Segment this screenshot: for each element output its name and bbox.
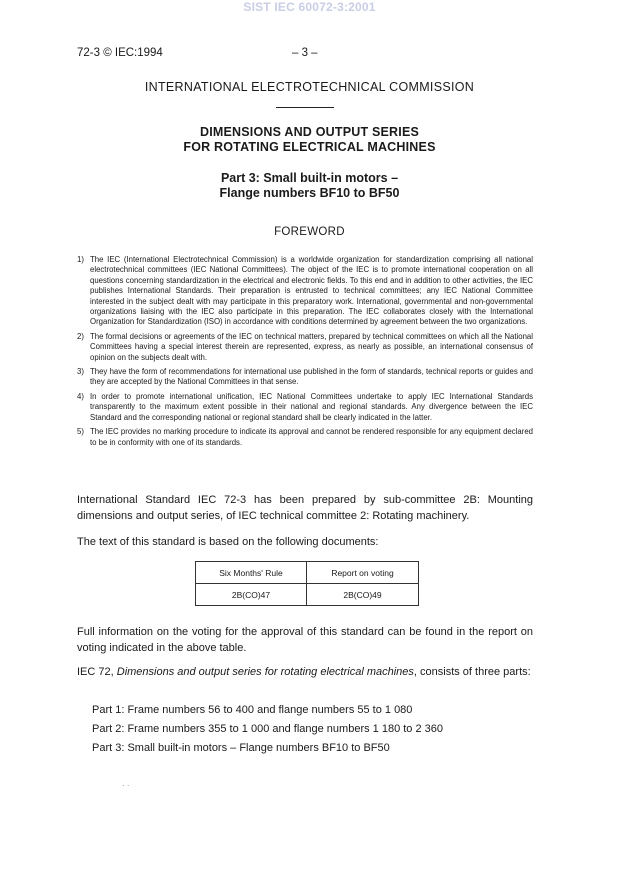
table-cell: 2B(CO)49 <box>307 584 419 606</box>
subtitle-line-2: Flange numbers BF10 to BF50 <box>219 186 400 200</box>
list-item <box>77 427 533 448</box>
series-suffix: , consists of three parts: <box>413 666 531 678</box>
table-cell: 2B(CO)47 <box>196 584 307 606</box>
voting-documents-table <box>195 561 419 606</box>
note-number: 1) <box>77 255 84 264</box>
paragraph-based-on: The text of this standard is based on the following documents: <box>77 536 379 548</box>
note-number: 3) <box>77 367 84 377</box>
document-title <box>0 125 619 155</box>
list-item <box>77 367 533 388</box>
list-item <box>77 392 533 423</box>
scan-speck: · · <box>122 781 130 790</box>
organization-name: INTERNATIONAL ELECTROTECHNICAL COMMISSION <box>144 80 475 94</box>
list-item: Part 2: Frame numbers 355 to 1 000 and flange numbers 1 180 to 2 360 <box>92 723 444 735</box>
table-header-row <box>196 562 419 584</box>
note-text: The IEC provides no marking procedure to indicate its approval and cannot be rendered responsible for any equipment declared to be in conformity with one of its standards. <box>90 427 533 447</box>
page-number: – 3 – <box>292 47 318 59</box>
note-number: 4) <box>77 391 84 401</box>
series-prefix: IEC 72, <box>77 666 117 678</box>
note-number: 2) <box>77 331 84 341</box>
list-item <box>77 255 533 328</box>
section-heading: FOREWORD <box>274 226 345 238</box>
header-reference: 72-3 © IEC:1994 <box>77 47 163 59</box>
table-header-cell: Six Months' Rule <box>196 562 307 584</box>
watermark: SIST IEC 60072-3:2001 <box>243 0 376 14</box>
parts-list <box>92 701 443 758</box>
note-text: In order to promote international unification, IEC National Committees undertake to apply IEC International Standards transparently to the maximum extent possible in their national and regional standards. Any divergence between the IEC Standard and the corresponding national or regional standard shall be clearly indicated in the latter. <box>90 391 533 422</box>
document-subtitle <box>0 171 619 201</box>
list-item: Part 1: Frame numbers 56 to 400 and flange numbers 55 to 1 080 <box>92 704 413 716</box>
note-text: The IEC (International Electrotechnical Commission) is a worldwide organization for standardization comprising all national electrotechnical committees (IEC National Committees). The object of the IEC is to promote international cooperation on all questions concerning standardization in the electrical and electronic fields. To this end and in addition to other activities, the IEC publishes International Standards. Their preparation is entrusted to technical committees; any IEC National Committee interested in the subject dealt with may participate in this preparatory work. International, governmental and non-governmental organizations liaising with the IEC also participate in this preparation. The IEC collaborates closely with the International Organization for Standardization (ISO) in accordance with conditions determined by agreement between the two organizations. <box>90 255 533 327</box>
note-number: 5) <box>77 427 84 437</box>
paragraph-voting: Full information on the voting for the approval of this standard can be found in the report on voting indicated in the above table. <box>77 626 533 654</box>
title-line-1: DIMENSIONS AND OUTPUT SERIES <box>199 125 420 139</box>
table-header-cell: Report on voting <box>307 562 419 584</box>
note-text: They have the form of recommendations for international use published in the form of standards, technical reports or guides and they are accepted by the National Committees in that sense. <box>90 367 533 387</box>
paragraph-intro: International Standard IEC 72-3 has been prepared by sub-committee 2B: Mounting dimensions and output series, of IEC technical committee 2: Rotating machinery. <box>77 494 533 522</box>
title-divider <box>276 107 334 108</box>
series-title: Dimensions and output series for rotating electrical machines <box>116 666 414 678</box>
subtitle-line-1: Part 3: Small built-in motors – <box>220 171 399 185</box>
list-item: Part 3: Small built-in motors – Flange numbers BF10 to BF50 <box>92 742 390 754</box>
paragraph-series <box>77 665 533 681</box>
table-row <box>196 584 419 606</box>
list-item <box>77 332 533 363</box>
foreword-notes <box>77 255 533 452</box>
title-line-2: FOR ROTATING ELECTRICAL MACHINES <box>183 140 436 154</box>
note-text: The formal decisions or agreements of the IEC on technical matters, prepared by technical committees on which all the National Committees having a special interest therein are represented, express, as nearly as possible, an international consensus of opinion on the subjects dealt with. <box>90 331 533 362</box>
